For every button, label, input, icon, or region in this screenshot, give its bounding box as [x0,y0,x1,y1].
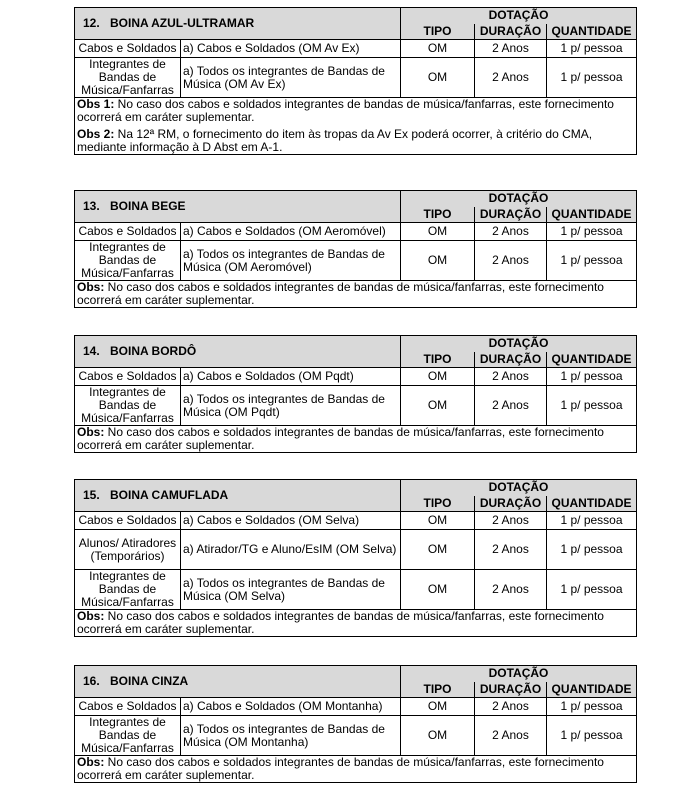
category-cell: Integrantes de Bandas de Música/Fanfarras [75,570,181,610]
quantidade-cell: 1 p/ pessoa [547,58,637,98]
description-cell: a) Cabos e Soldados (OM Selva) [181,512,401,530]
quantidade-cell: 1 p/ pessoa [547,716,637,756]
description-cell: a) Cabos e Soldados (OM Aeromóvel) [181,223,401,241]
duracao-cell: 2 Anos [475,241,547,281]
dotacao-header: DOTAÇÃO [401,191,637,207]
quantidade-cell: 1 p/ pessoa [547,570,637,610]
section-name: BOINA AZUL-ULTRAMAR [110,16,255,30]
description-cell: a) Cabos e Soldados (OM Montanha) [181,698,401,716]
section-number: 12. [83,16,100,30]
description-cell: a) Todos os integrantes de Bandas de Música (OM Montanha) [181,716,401,756]
table-row [75,40,637,58]
category-cell: Integrantes de Bandas de Música/Fanfarras [75,716,181,756]
section-table [74,7,637,155]
duracao-header: DURAÇÃO [475,682,547,698]
obs-row [75,281,637,308]
table-row [75,368,637,386]
tipo-cell: OM [401,570,475,610]
obs-note [77,98,634,124]
tipo-cell: OM [401,716,475,756]
quantidade-cell: 1 p/ pessoa [547,512,637,530]
duracao-cell: 2 Anos [475,570,547,610]
tipo-cell: OM [401,223,475,241]
dotacao-header: DOTAÇÃO [401,8,637,24]
quantidade-cell: 1 p/ pessoa [547,698,637,716]
obs-row [75,426,637,453]
obs-cell [75,98,637,155]
tipo-header: TIPO [401,24,475,40]
section-title [75,191,401,223]
obs-note [77,756,634,782]
obs-label: Obs 1: [77,97,115,111]
table-row [75,386,637,426]
section-name: BOINA BEGE [110,199,186,213]
obs-cell [75,610,637,637]
obs-note [77,281,634,307]
section-name: BOINA BORDÔ [110,344,197,358]
quantidade-cell: 1 p/ pessoa [547,386,637,426]
quantidade-cell: 1 p/ pessoa [547,223,637,241]
obs-note [77,128,634,154]
quantidade-header: QUANTIDADE [547,24,637,40]
section-table [74,479,637,637]
obs-label: Obs 2: [77,127,115,141]
section-number: 16. [83,674,100,688]
tipo-header: TIPO [401,682,475,698]
obs-text: No caso dos cabos e soldados integrantes de bandas de música/fanfarras, este fornecimento ocorrerá em caráter suplementar. [77,755,604,782]
obs-cell [75,426,637,453]
table-row [75,223,637,241]
tipo-cell: OM [401,698,475,716]
tipo-cell: OM [401,530,475,570]
obs-label: Obs: [77,755,105,769]
table-row [75,716,637,756]
description-cell: a) Atirador/TG e Aluno/EsIM (OM Selva) [181,530,401,570]
description-cell: a) Todos os integrantes de Bandas de Música (OM Pqdt) [181,386,401,426]
duracao-cell: 2 Anos [475,368,547,386]
obs-label: Obs: [77,609,105,623]
section-title [75,8,401,40]
description-cell: a) Todos os integrantes de Bandas de Música (OM Av Ex) [181,58,401,98]
tipo-cell: OM [401,368,475,386]
category-cell: Cabos e Soldados [75,40,181,58]
dotacao-header: DOTAÇÃO [401,666,637,682]
category-cell: Alunos/ Atiradores (Temporários) [75,530,181,570]
description-cell: a) Cabos e Soldados (OM Pqdt) [181,368,401,386]
section-title [75,666,401,698]
section-number: 15. [83,488,100,502]
duracao-cell: 2 Anos [475,530,547,570]
section-title [75,480,401,512]
table-row [75,698,637,716]
tipo-cell: OM [401,512,475,530]
description-cell: a) Todos os integrantes de Bandas de Música (OM Selva) [181,570,401,610]
obs-text: No caso dos cabos e soldados integrantes de bandas de música/fanfarras, este fornecimento ocorrerá em caráter suplementar. [77,97,614,124]
quantidade-header: QUANTIDADE [547,352,637,368]
table-row [75,241,637,281]
quantidade-header: QUANTIDADE [547,682,637,698]
table-row [75,530,637,570]
duracao-cell: 2 Anos [475,58,547,98]
obs-text: No caso dos cabos e soldados integrantes de bandas de música/fanfarras, este fornecimento ocorrerá em caráter suplementar. [77,280,604,307]
obs-label: Obs: [77,280,105,294]
section-name: BOINA CINZA [110,674,189,688]
section-number: 13. [83,199,100,213]
duracao-cell: 2 Anos [475,40,547,58]
table-row [75,512,637,530]
obs-note [77,426,634,452]
duracao-cell: 2 Anos [475,698,547,716]
obs-row [75,610,637,637]
tipo-cell: OM [401,58,475,98]
description-cell: a) Cabos e Soldados (OM Av Ex) [181,40,401,58]
section-number: 14. [83,344,100,358]
section-table [74,665,637,783]
section-table [74,190,637,308]
duracao-cell: 2 Anos [475,716,547,756]
category-cell: Cabos e Soldados [75,223,181,241]
category-cell: Integrantes de Bandas de Música/Fanfarras [75,241,181,281]
category-cell: Cabos e Soldados [75,512,181,530]
category-cell: Cabos e Soldados [75,368,181,386]
obs-note [77,610,634,636]
obs-cell [75,756,637,783]
description-cell: a) Todos os integrantes de Bandas de Música (OM Aeromóvel) [181,241,401,281]
table-row [75,58,637,98]
duracao-header: DURAÇÃO [475,207,547,223]
tipo-header: TIPO [401,496,475,512]
duracao-cell: 2 Anos [475,386,547,426]
quantidade-cell: 1 p/ pessoa [547,368,637,386]
tipo-cell: OM [401,241,475,281]
dotacao-header: DOTAÇÃO [401,336,637,352]
category-cell: Integrantes de Bandas de Música/Fanfarras [75,386,181,426]
quantidade-cell: 1 p/ pessoa [547,241,637,281]
category-cell: Cabos e Soldados [75,698,181,716]
obs-label: Obs: [77,425,105,439]
table-row [75,570,637,610]
duracao-header: DURAÇÃO [475,496,547,512]
quantidade-header: QUANTIDADE [547,496,637,512]
duracao-cell: 2 Anos [475,223,547,241]
quantidade-cell: 1 p/ pessoa [547,530,637,570]
quantidade-header: QUANTIDADE [547,207,637,223]
duracao-header: DURAÇÃO [475,352,547,368]
obs-cell [75,281,637,308]
tipo-cell: OM [401,40,475,58]
duracao-header: DURAÇÃO [475,24,547,40]
tipo-header: TIPO [401,352,475,368]
obs-row [75,98,637,155]
duracao-cell: 2 Anos [475,512,547,530]
obs-text: No caso dos cabos e soldados integrantes de bandas de música/fanfarras, este fornecimento ocorrerá em caráter suplementar. [77,425,604,452]
tipo-cell: OM [401,386,475,426]
quantidade-cell: 1 p/ pessoa [547,40,637,58]
obs-row [75,756,637,783]
dotacao-header: DOTAÇÃO [401,480,637,496]
obs-text: No caso dos cabos e soldados integrantes de bandas de música/fanfarras, este fornecimento ocorrerá em caráter suplementar. [77,609,604,636]
obs-text: Na 12ª RM, o fornecimento do item às tropas da Av Ex poderá ocorrer, à critério do CMA, mediante informação à D Abst em A-1. [77,127,593,154]
section-name: BOINA CAMUFLADA [110,488,229,502]
tipo-header: TIPO [401,207,475,223]
category-cell: Integrantes de Bandas de Música/Fanfarras [75,58,181,98]
section-table [74,335,637,453]
section-title [75,336,401,368]
